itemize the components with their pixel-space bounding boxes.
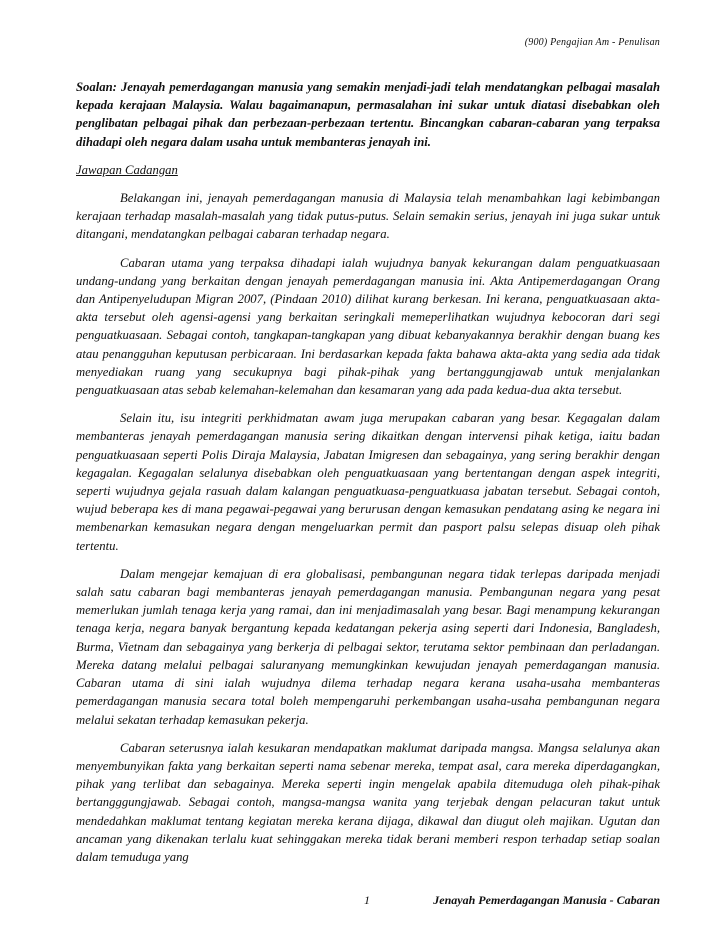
answer-heading: Jawapan Cadangan <box>76 162 178 177</box>
paragraph-4: Dalam mengejar kemajuan di era globalisasi, pembangunan negara tidak terlepas daripada menjadi salah satu cabaran bagi membanteras jenayah pemerdagangan manusia. Pembangunan negara yang pesat memerlukan jumlah tenaga kerja yang ramai, dan ini menjadimasalah yang besar. Bagi menampung kekurangan tenaga kerja, negara banyak bergantung kepada kedatangan pekerja asing seperti dari Indonesia, Bangladesh, Burma, Vietnam dan sebagainya yang berkerja di pelbagai sektor, terutama sektor pembinaan dan perladangan. Mereka datang melalui pelbagai saluranyang memungkinkan kewujudan jenayah pemerdagangan manusia. Cabaran utama di sini ialah wujudnya dilema terhadap negara kerana usaha-usaha membanteras pemerdagangan manusia secara total boleh mempengaruhi perkembangan usaha-usaha pembangunan negara melalui sekatan terhadap kemasukan pekerja. <box>76 566 660 727</box>
paragraph-3: Selain itu, isu integriti perkhidmatan awam juga merupakan cabaran yang besar. Kegagalan dalam membanteras jenayah pemerdagangan manusia sering dikaitkan dengan intervensi pihak ketiga, iaitu badan penguatkuasaan seperti Polis Diraja Malaysia, Jabatan Imigresen dan sebagainya, yang sering berakhir dengan kegagalan. Kegagalan selalunya disebabkan oleh penguatkuasaan yang bertentangan dengan aspek integriti, seperti wujudnya gejala rasuah dalam kalangan penguatkuasa-penguatkuasa jabatan tersebut. Sebagai contoh, wujud beberapa kes di mana pegawai-pegawai yang berurusan dengan kemasukan pendatang asing ke negara ini membenarkan kemasukan negara dengan mengeluarkan permit dan pasport palsu selepas disuap oleh pihak tertentu. <box>76 411 660 553</box>
paragraph-2: Cabaran utama yang terpaksa dihadapi ialah wujudnya banyak kekurangan dalam penguatkuasaan undang-undang yang berkaitan dengan jenayah pemerdagangan manusia ini. Akta Antipemerdagangan Orang dan Antipenyeludupan Migran 2007, (Pindaan 2010) dilihat kurang berkesan. Ini kerana, penguatkuasaan akta-akta tersebut oleh agensi-agensi yang berkaitan seringkali memeperlihatkan wujudnya kebocoran dari segi penguatkuasaan. Sebagai contoh, tangkapan-tangkapan yang dibuat kebanyakannya berakhir dengan buang kes atau penangguhan keputusan perbicaraan. Ini berdasarkan kepada fakta bahawa akta-akta yang sedia ada tidak menyediakan ruang yang secukupnya bagi pihak-pihak yang bertanggungjawab untuk menjalankan penguatkuasaan atas sebab kelemahan-kelemahan dan kesamaran yang ada pada kedua-dua akta tersebut. <box>76 255 660 398</box>
question-text: Soalan: Jenayah pemerdagangan manusia yang semakin menjadi-jadi telah mendatangkan pelbagai masalah kepada kerajaan Malaysia. Walau bagaimanapun, permasalahan ini sukar untuk diatasi disebabkan oleh penglibatan pelbagai pihak dan perbezaan-perbezaan tertentu. Bincangkan cabaran-cabaran yang terpaksa dihadapi oleh negara dalam usaha untuk membanteras jenayah ini. <box>76 80 660 149</box>
paragraph-5: Cabaran seterusnya ialah kesukaran mendapatkan maklumat daripada mangsa. Mangsa selalunya akan menyembunyikan fakta yang berkaitan seperti nama sebenar mereka, tempat asal, cara mereka diperdagangkan, pihak yang terlibat dan sebagainya. Mereka seperti ingin mengelak apabila ditemuduga oleh pihak-pihak bertangggungjawab. Sebagai contoh, mangsa-mangsa wanita yang terjebak dengan pelacuran takut untuk mendedahkan maklumat tentang kegiatan mereka kerana dijaga, dikawal dan diugut oleh majikan. Ugutan dan ancaman yang dikenakan terlalu kuat sehinggakan mereka tidak berani memberi respon terhadap setiap soalan dalam temuduga yang <box>76 740 660 864</box>
page-number: 1 <box>364 893 370 907</box>
footer-title: Jenayah Pemerdagangan Manusia - Cabaran <box>433 893 660 907</box>
page-header: (900) Pengajian Am - Penulisan <box>524 37 660 48</box>
document-body <box>76 78 660 876</box>
paragraph-1: Belakangan ini, jenayah pemerdagangan manusia di Malaysia telah menambahkan lagi kebimbangan kerajaan terhadap masalah-masalah yang tidak putus-putus. Selain semakin serius, jenayah ini juga sukar untuk ditangani, mendatangkan pelbagai cabaran terhadap negara. <box>76 191 660 242</box>
